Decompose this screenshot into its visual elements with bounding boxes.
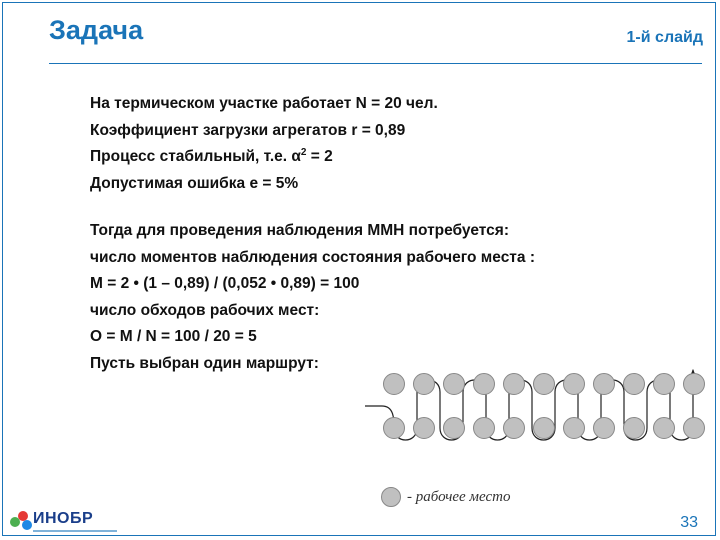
- solution-text: [90, 218, 535, 377]
- given-line: На термическом участке работает N = 20 чел.: [90, 95, 438, 112]
- superscript: 2: [300, 146, 307, 158]
- title-divider: [49, 63, 702, 64]
- workplace-icon: [594, 374, 615, 395]
- given-line: Допустимая ошибка e = 5%: [90, 174, 299, 192]
- logo-dot-icon: [10, 517, 20, 527]
- solution-line: Пусть выбран один маршрут:: [90, 354, 319, 372]
- workplace-icon: [594, 418, 615, 439]
- logo-underline: [33, 530, 117, 532]
- given-line: Коэффициент загрузки агрегатов r = 0,89: [90, 121, 406, 139]
- workplace-icon: [624, 374, 645, 395]
- workplace-icon: [564, 418, 585, 439]
- logo-dot-icon: [22, 520, 32, 530]
- workplace-icon: [444, 374, 465, 395]
- workplace-icon: [504, 418, 525, 439]
- solution-line: M = 2 • (1 – 0,89) / (0,052 • 0,89) = 100: [90, 275, 360, 292]
- workplace-icon: [384, 418, 405, 439]
- workplace-icon: [654, 374, 675, 395]
- page-number: 33: [680, 514, 698, 531]
- legend-workplace-icon: [381, 487, 401, 507]
- workplaces: [384, 374, 705, 439]
- workplace-icon: [534, 374, 555, 395]
- given-line-text: Процесс стабильный, т.е. α: [90, 148, 301, 165]
- workplace-icon: [474, 418, 495, 439]
- solution-line: число обходов рабочих мест:: [90, 301, 320, 319]
- workplace-icon: [504, 374, 525, 395]
- given-line: [90, 144, 438, 171]
- solution-line: число моментов наблюдения состояния рабочего места :: [90, 248, 535, 266]
- workplace-icon: [624, 418, 645, 439]
- workplace-icon: [414, 418, 435, 439]
- workplace-icon: [564, 374, 585, 395]
- workplace-icon: [534, 418, 555, 439]
- solution-line: Тогда для проведения наблюдения ММН потребуется:: [90, 222, 509, 239]
- solution-line: O = M / N = 100 / 20 = 5: [90, 328, 257, 345]
- slide-title: Задача: [49, 15, 144, 45]
- legend-label: - рабочее место: [407, 489, 511, 505]
- workplace-icon: [684, 374, 705, 395]
- workplace-icon: [414, 374, 435, 395]
- workplace-icon: [474, 374, 495, 395]
- workplace-icon: [654, 418, 675, 439]
- workplace-icon: [384, 374, 405, 395]
- given-conditions: [90, 91, 438, 197]
- logo-dot-icon: [18, 511, 28, 521]
- workplace-icon: [684, 418, 705, 439]
- slide-number-label: 1-й слайд: [626, 29, 703, 46]
- logo-text: ИНОБР: [33, 510, 94, 527]
- workplace-icon: [444, 418, 465, 439]
- route-diagram: [360, 362, 705, 454]
- given-line-text: = 2: [306, 148, 333, 165]
